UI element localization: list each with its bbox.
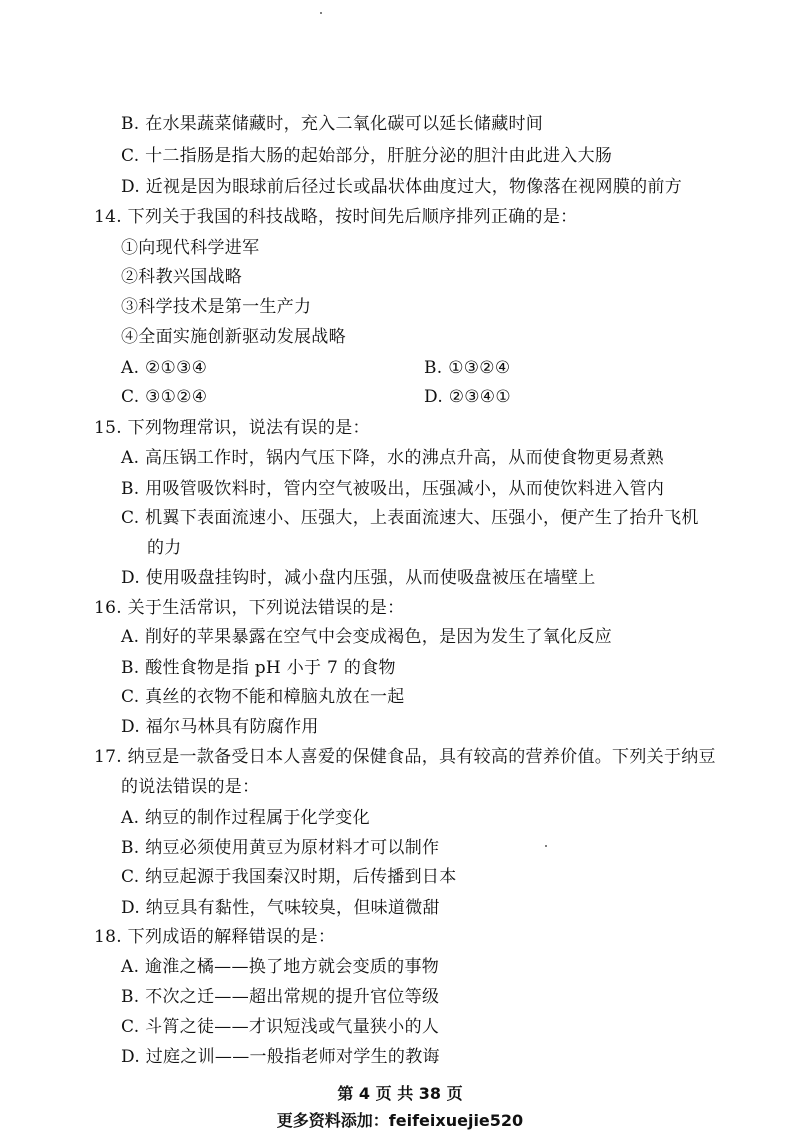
q14-option-b: B. ①③②④ [424,358,511,378]
q14-stem: 14. 下列关于我国的科技战略，按时间先后顺序排列正确的是： [94,207,578,227]
q16-option-c: C. 真丝的衣物不能和樟脑丸放在一起 [121,687,405,707]
q17-option-c: C. 纳豆起源于我国秦汉时期，后传播到日本 [121,867,457,887]
q17-stem-continued: 的说法错误的是： [121,777,260,797]
q15-option-c-continued: 的力 [147,538,182,558]
q14-item-3: ③科学技术是第一生产力 [121,297,312,317]
q16-option-a: A. 削好的苹果暴露在空气中会变成褐色，是因为发生了氧化反应 [121,627,613,647]
scan-speck [320,12,322,14]
q16-option-b: B. 酸性食物是指 pH 小于 7 的食物 [121,658,396,678]
q18-option-c: C. 斗筲之徒——才识短浅或气量狭小的人 [121,1017,440,1037]
q15-option-c: C. 机翼下表面流速小、压强大，上表面流速大、压强小，便产生了抬升飞机 [121,508,699,528]
q15-option-b: B. 用吸管吸饮料时，管内空气被吸出，压强减小，从而使饮料进入管内 [121,479,665,499]
q16-option-d: D. 福尔马林具有防腐作用 [121,717,319,737]
q18-option-a: A. 逾淮之橘——换了地方就会变质的事物 [121,957,440,977]
q14-option-d: D. ②③④① [424,387,511,407]
q14-item-4: ④全面实施创新驱动发展战略 [121,327,346,347]
q17-option-b: B. 纳豆必须使用黄豆为原材料才可以制作 [121,838,440,858]
scan-speck [545,845,547,847]
q18-option-b: B. 不次之迁——超出常规的提升官位等级 [121,987,440,1007]
footer-note: 更多资料添加：feifeixuejie520 [276,1111,524,1130]
q17-stem: 17. 纳豆是一款备受日本人喜爱的保健食品，具有较高的营养价值。下列关于纳豆 [94,747,716,767]
q14-option-a: A. ②①③④ [121,358,208,378]
q14-item-2: ②科教兴国战略 [121,267,243,287]
q14-option-c: C. ③①②④ [121,387,208,407]
q15-stem: 15. 下列物理常识，说法有误的是： [94,418,370,438]
q13-option-d: D. 近视是因为眼球前后径过长或晶状体曲度过大，物像落在视网膜的前方 [121,177,683,197]
q18-stem: 18. 下列成语的解释错误的是： [94,927,336,947]
q13-option-b: B. 在水果蔬菜储藏时，充入二氧化碳可以延长储藏时间 [121,114,544,134]
q17-option-a: A. 纳豆的制作过程属于化学变化 [121,808,370,828]
q14-item-1: ①向现代科学进军 [121,238,260,258]
q13-option-c: C. 十二指肠是指大肠的起始部分，肝脏分泌的胆汁由此进入大肠 [121,146,613,166]
page-number: 第 4 页 共 38 页 [337,1084,463,1103]
q16-stem: 16. 关于生活常识，下列说法错误的是： [94,598,405,618]
q17-option-d: D. 纳豆具有黏性，气味较臭，但味道微甜 [121,898,440,918]
q15-option-a: A. 高压锅工作时，锅内气压下降，水的沸点升高，从而使食物更易煮熟 [121,448,664,468]
q15-option-d: D. 使用吸盘挂钩时，减小盘内压强，从而使吸盘被压在墙壁上 [121,568,596,588]
q18-option-d: D. 过庭之训——一般指老师对学生的教诲 [121,1047,440,1067]
